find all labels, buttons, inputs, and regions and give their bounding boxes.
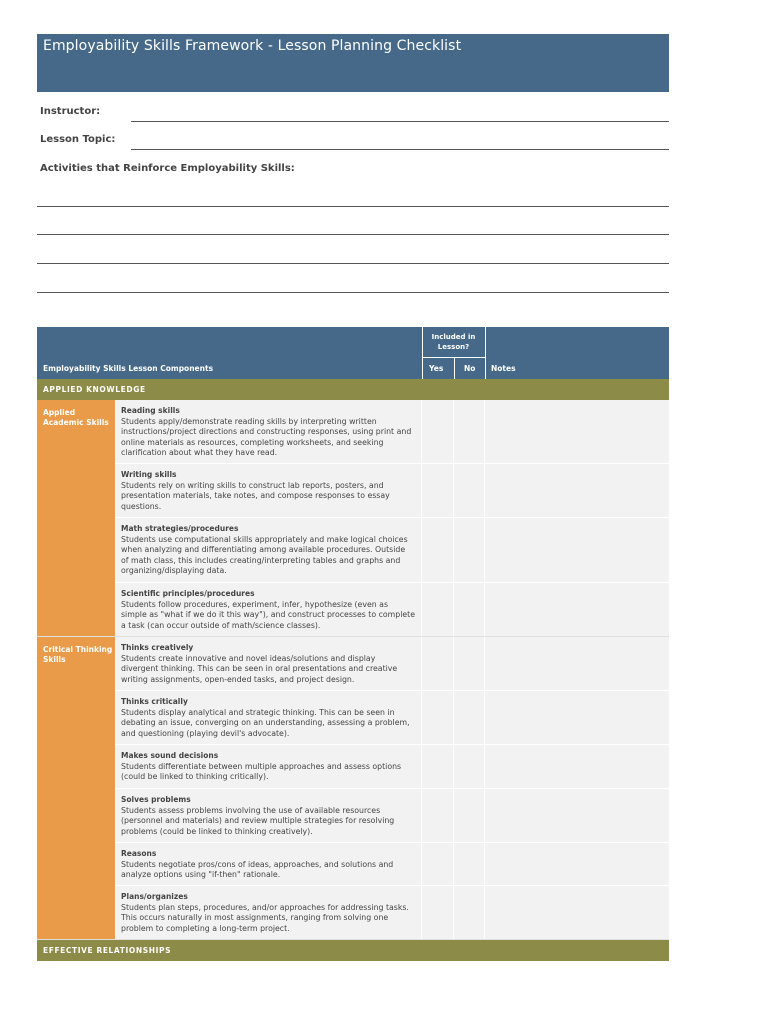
table-row: [115, 745, 669, 789]
table-header: [37, 327, 669, 379]
yes-checkbox-cell[interactable]: [422, 886, 454, 939]
category-group-applied-academic: [37, 400, 669, 637]
table-row: [115, 843, 669, 886]
notes-cell[interactable]: [485, 583, 669, 636]
table-row: [115, 886, 669, 939]
skill-name: Writing skills: [121, 470, 177, 479]
skill-description: Students create innovative and novel ideas/solutions and display divergent thinking. This can be seen in oral presentations and creative writing assignments, open-ended tasks, and project design.: [121, 653, 398, 684]
notes-cell[interactable]: [485, 400, 669, 463]
skill-description: Students follow procedures, experiment, infer, hypothesize (even as simple as "what if we do it this way"), and construct processes to complete a task (can occur outside of math/science classes).: [121, 599, 416, 630]
no-checkbox-cell[interactable]: [454, 583, 485, 636]
yes-checkbox-cell[interactable]: [422, 583, 454, 636]
yes-checkbox-cell[interactable]: [422, 518, 454, 582]
lesson-topic-label: Lesson Topic:: [40, 134, 116, 145]
skill-name: Reading skills: [121, 406, 180, 415]
skill-description: Students use computational skills appropriately and make logical choices when analyzing and differentiating among available procedures. Outside of math class, this includes creating/interpreting tables and graphs and organizing/displaying data.: [121, 534, 408, 575]
notes-cell[interactable]: [485, 843, 669, 885]
no-checkbox-cell[interactable]: [454, 400, 485, 463]
skill-description: Students negotiate pros/cons of ideas, approaches, and solutions and analyze options using "if-then" rationale.: [121, 859, 394, 879]
activities-line-2[interactable]: [37, 234, 669, 235]
no-checkbox-cell[interactable]: [454, 691, 485, 744]
notes-cell[interactable]: [485, 637, 669, 690]
skill-name: Solves problems: [121, 795, 191, 804]
table-row: [115, 518, 669, 583]
no-checkbox-cell[interactable]: [454, 637, 485, 690]
skill-name: Math strategies/procedures: [121, 524, 239, 533]
yes-checkbox-cell[interactable]: [422, 400, 454, 463]
no-checkbox-cell[interactable]: [454, 745, 485, 788]
no-checkbox-cell[interactable]: [454, 464, 485, 517]
yes-checkbox-cell[interactable]: [422, 789, 454, 842]
lesson-topic-field[interactable]: [131, 149, 669, 150]
notes-column-header: Notes: [491, 364, 516, 373]
table-row: [115, 464, 669, 518]
skill-name: Plans/organizes: [121, 892, 188, 901]
skill-description: Students assess problems involving the use of available resources (personnel and materials) and review multiple strategies for resolving problems (could be linked to thinking creatively).: [121, 805, 395, 836]
table-row: [115, 400, 669, 464]
no-checkbox-cell[interactable]: [454, 518, 485, 582]
notes-cell[interactable]: [485, 464, 669, 517]
section-header-applied-knowledge: APPLIED KNOWLEDGE: [37, 379, 669, 400]
instructor-label: Instructor:: [40, 106, 101, 117]
instructor-field[interactable]: [131, 121, 669, 122]
skill-description: Students plan steps, procedures, and/or approaches for addressing tasks. This occurs naturally in most assignments, ranging from solving one problem to completing a long-term project.: [121, 902, 409, 933]
skill-name: Thinks critically: [121, 697, 188, 706]
skill-name: Makes sound decisions: [121, 751, 219, 760]
table-row: [115, 691, 669, 745]
no-checkbox-cell[interactable]: [454, 886, 485, 939]
components-column-header: Employability Skills Lesson Components: [43, 364, 214, 373]
no-checkbox-cell[interactable]: [454, 843, 485, 885]
included-column-header: Included in Lesson?: [431, 333, 476, 351]
category-label: Critical Thinking Skills: [37, 637, 115, 939]
notes-cell[interactable]: [485, 886, 669, 939]
yes-checkbox-cell[interactable]: [422, 464, 454, 517]
activities-line-3[interactable]: [37, 263, 669, 264]
skill-name: Reasons: [121, 849, 157, 858]
yes-checkbox-cell[interactable]: [422, 691, 454, 744]
notes-cell[interactable]: [485, 745, 669, 788]
skills-checklist-table: [37, 327, 669, 961]
yes-checkbox-cell[interactable]: [422, 745, 454, 788]
section-header-effective-relationships: EFFECTIVE RELATIONSHIPS: [37, 940, 669, 961]
activities-line-4[interactable]: [37, 292, 669, 293]
page-title: Employability Skills Framework - Lesson Planning Checklist: [43, 38, 462, 54]
skill-description: Students rely on writing skills to construct lab reports, posters, and presentation materials, take notes, and compose responses to essay questions.: [121, 480, 390, 511]
skill-description: Students apply/demonstrate reading skills by interpreting written instructions/project directions and constructing responses, using print and online materials as resources, completing worksheets, and seeking clarification about what they have read.: [121, 416, 412, 457]
activities-line-1[interactable]: [37, 206, 669, 207]
title-banner: [37, 34, 669, 92]
notes-cell[interactable]: [485, 789, 669, 842]
yes-checkbox-cell[interactable]: [422, 843, 454, 885]
no-checkbox-cell[interactable]: [454, 789, 485, 842]
category-label: Applied Academic Skills: [37, 400, 115, 636]
table-row: [115, 583, 669, 636]
no-column-header: No: [464, 364, 476, 373]
skill-name: Thinks creatively: [121, 643, 194, 652]
skill-description: Students display analytical and strategic thinking. This can be seen in debating an issue, converging on an understanding, assessing a problem, and questioning (playing devil's advocate).: [121, 707, 410, 738]
yes-checkbox-cell[interactable]: [422, 637, 454, 690]
notes-cell[interactable]: [485, 518, 669, 582]
category-group-critical-thinking: [37, 637, 669, 940]
activities-label: Activities that Reinforce Employability Skills:: [40, 163, 295, 174]
notes-cell[interactable]: [485, 691, 669, 744]
skill-description: Students differentiate between multiple approaches and assess options (could be linked to thinking critically).: [121, 761, 402, 781]
yes-column-header: Yes: [429, 364, 444, 373]
table-row: [115, 789, 669, 843]
skill-name: Scientific principles/procedures: [121, 589, 255, 598]
table-row: [115, 637, 669, 691]
